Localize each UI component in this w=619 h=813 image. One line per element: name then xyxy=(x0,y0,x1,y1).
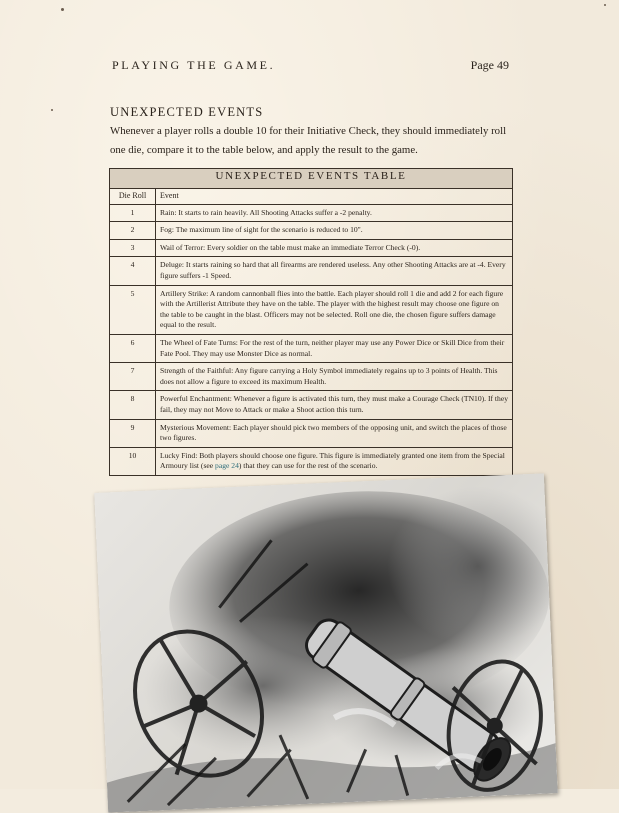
die-roll-cell: 5 xyxy=(110,285,156,334)
die-roll-cell: 8 xyxy=(110,391,156,419)
die-roll-cell: 9 xyxy=(110,419,156,447)
event-cell: Artillery Strike: A random cannonball flies into the battle. Each player should roll 1 die and add 2 for each figure with the Artillerist Attribute they have on the table. The player with the highest result may choose one figure on the table to be caught in the blast. Officers may not be selected. Roll one die, the chosen figure suffers damage equal to the result. xyxy=(156,285,513,334)
table-row xyxy=(110,419,513,447)
column-header-event: Event xyxy=(156,189,513,205)
die-roll-cell: 4 xyxy=(110,257,156,285)
table-row xyxy=(110,363,513,391)
page-number: Page 49 xyxy=(470,58,509,72)
event-cell: Deluge: It starts raining so hard that all firearms are rendered useless. Any other Shooting Attacks are at -4. Every figure suffers -1 Speed. xyxy=(156,257,513,285)
event-cell: Wail of Terror: Every soldier on the table must make an immediate Terror Check (-0). xyxy=(156,239,513,257)
die-roll-cell: 3 xyxy=(110,239,156,257)
die-roll-cell: 7 xyxy=(110,363,156,391)
table-row xyxy=(110,334,513,362)
paper-speck xyxy=(604,4,606,6)
wrecked-cannon-illustration xyxy=(94,473,558,812)
column-header-die-roll: Die Roll xyxy=(110,189,156,205)
die-roll-cell: 6 xyxy=(110,334,156,362)
table-row xyxy=(110,239,513,257)
page-24-link[interactable]: page 24 xyxy=(215,461,239,471)
table-title: UNEXPECTED EVENTS TABLE xyxy=(110,169,513,189)
unexpected-events-table xyxy=(109,168,513,476)
running-header-title: PLAYING THE GAME. xyxy=(112,58,276,72)
table-row xyxy=(110,391,513,419)
paper-speck xyxy=(51,109,53,111)
event-cell xyxy=(156,447,513,475)
event-text: ) that they can use for the rest of the scenario. xyxy=(238,461,378,471)
die-roll-cell: 2 xyxy=(110,222,156,240)
table-header-row xyxy=(110,189,513,205)
die-roll-cell: 10 xyxy=(110,447,156,475)
event-cell: Mysterious Movement: Each player should pick two members of the opposing unit, and switch the places of those two figures. xyxy=(156,419,513,447)
die-roll-cell: 1 xyxy=(110,204,156,222)
event-cell: Powerful Enchantment: Whenever a figure is activated this turn, they must make a Courage Check (TN10). If they fail, they may not Move to Attack or make a Shoot action this turn. xyxy=(156,391,513,419)
event-text: Lucky Find: Both players should choose one figure. This figure is immediately granted one item from the Special Armoury list (see xyxy=(160,450,505,471)
section-title: UNEXPECTED EVENTS xyxy=(110,105,264,119)
table-row xyxy=(110,204,513,222)
table-row xyxy=(110,257,513,285)
table-row xyxy=(110,447,513,475)
event-cell: The Wheel of Fate Turns: For the rest of the turn, neither player may use any Power Dice or Skill Dice from their Fate Pool. They may use Monster Dice as normal. xyxy=(156,334,513,362)
paper-speck xyxy=(61,8,64,11)
event-cell: Fog: The maximum line of sight for the scenario is reduced to 10". xyxy=(156,222,513,240)
cannon-sketch-icon xyxy=(94,473,558,812)
intro-paragraph: Whenever a player rolls a double 10 for their Initiative Check, they should immediately roll one die, compare it to the table below, and apply the result to the game. xyxy=(110,125,507,156)
table-row xyxy=(110,222,513,240)
event-cell: Rain: It starts to rain heavily. All Shooting Attacks suffer a -2 penalty. xyxy=(156,204,513,222)
event-cell: Strength of the Faithful: Any figure carrying a Holy Symbol immediately regains up to 3 points of Health. This does not allow a figure to exceed its maximum Health. xyxy=(156,363,513,391)
table-row xyxy=(110,285,513,334)
